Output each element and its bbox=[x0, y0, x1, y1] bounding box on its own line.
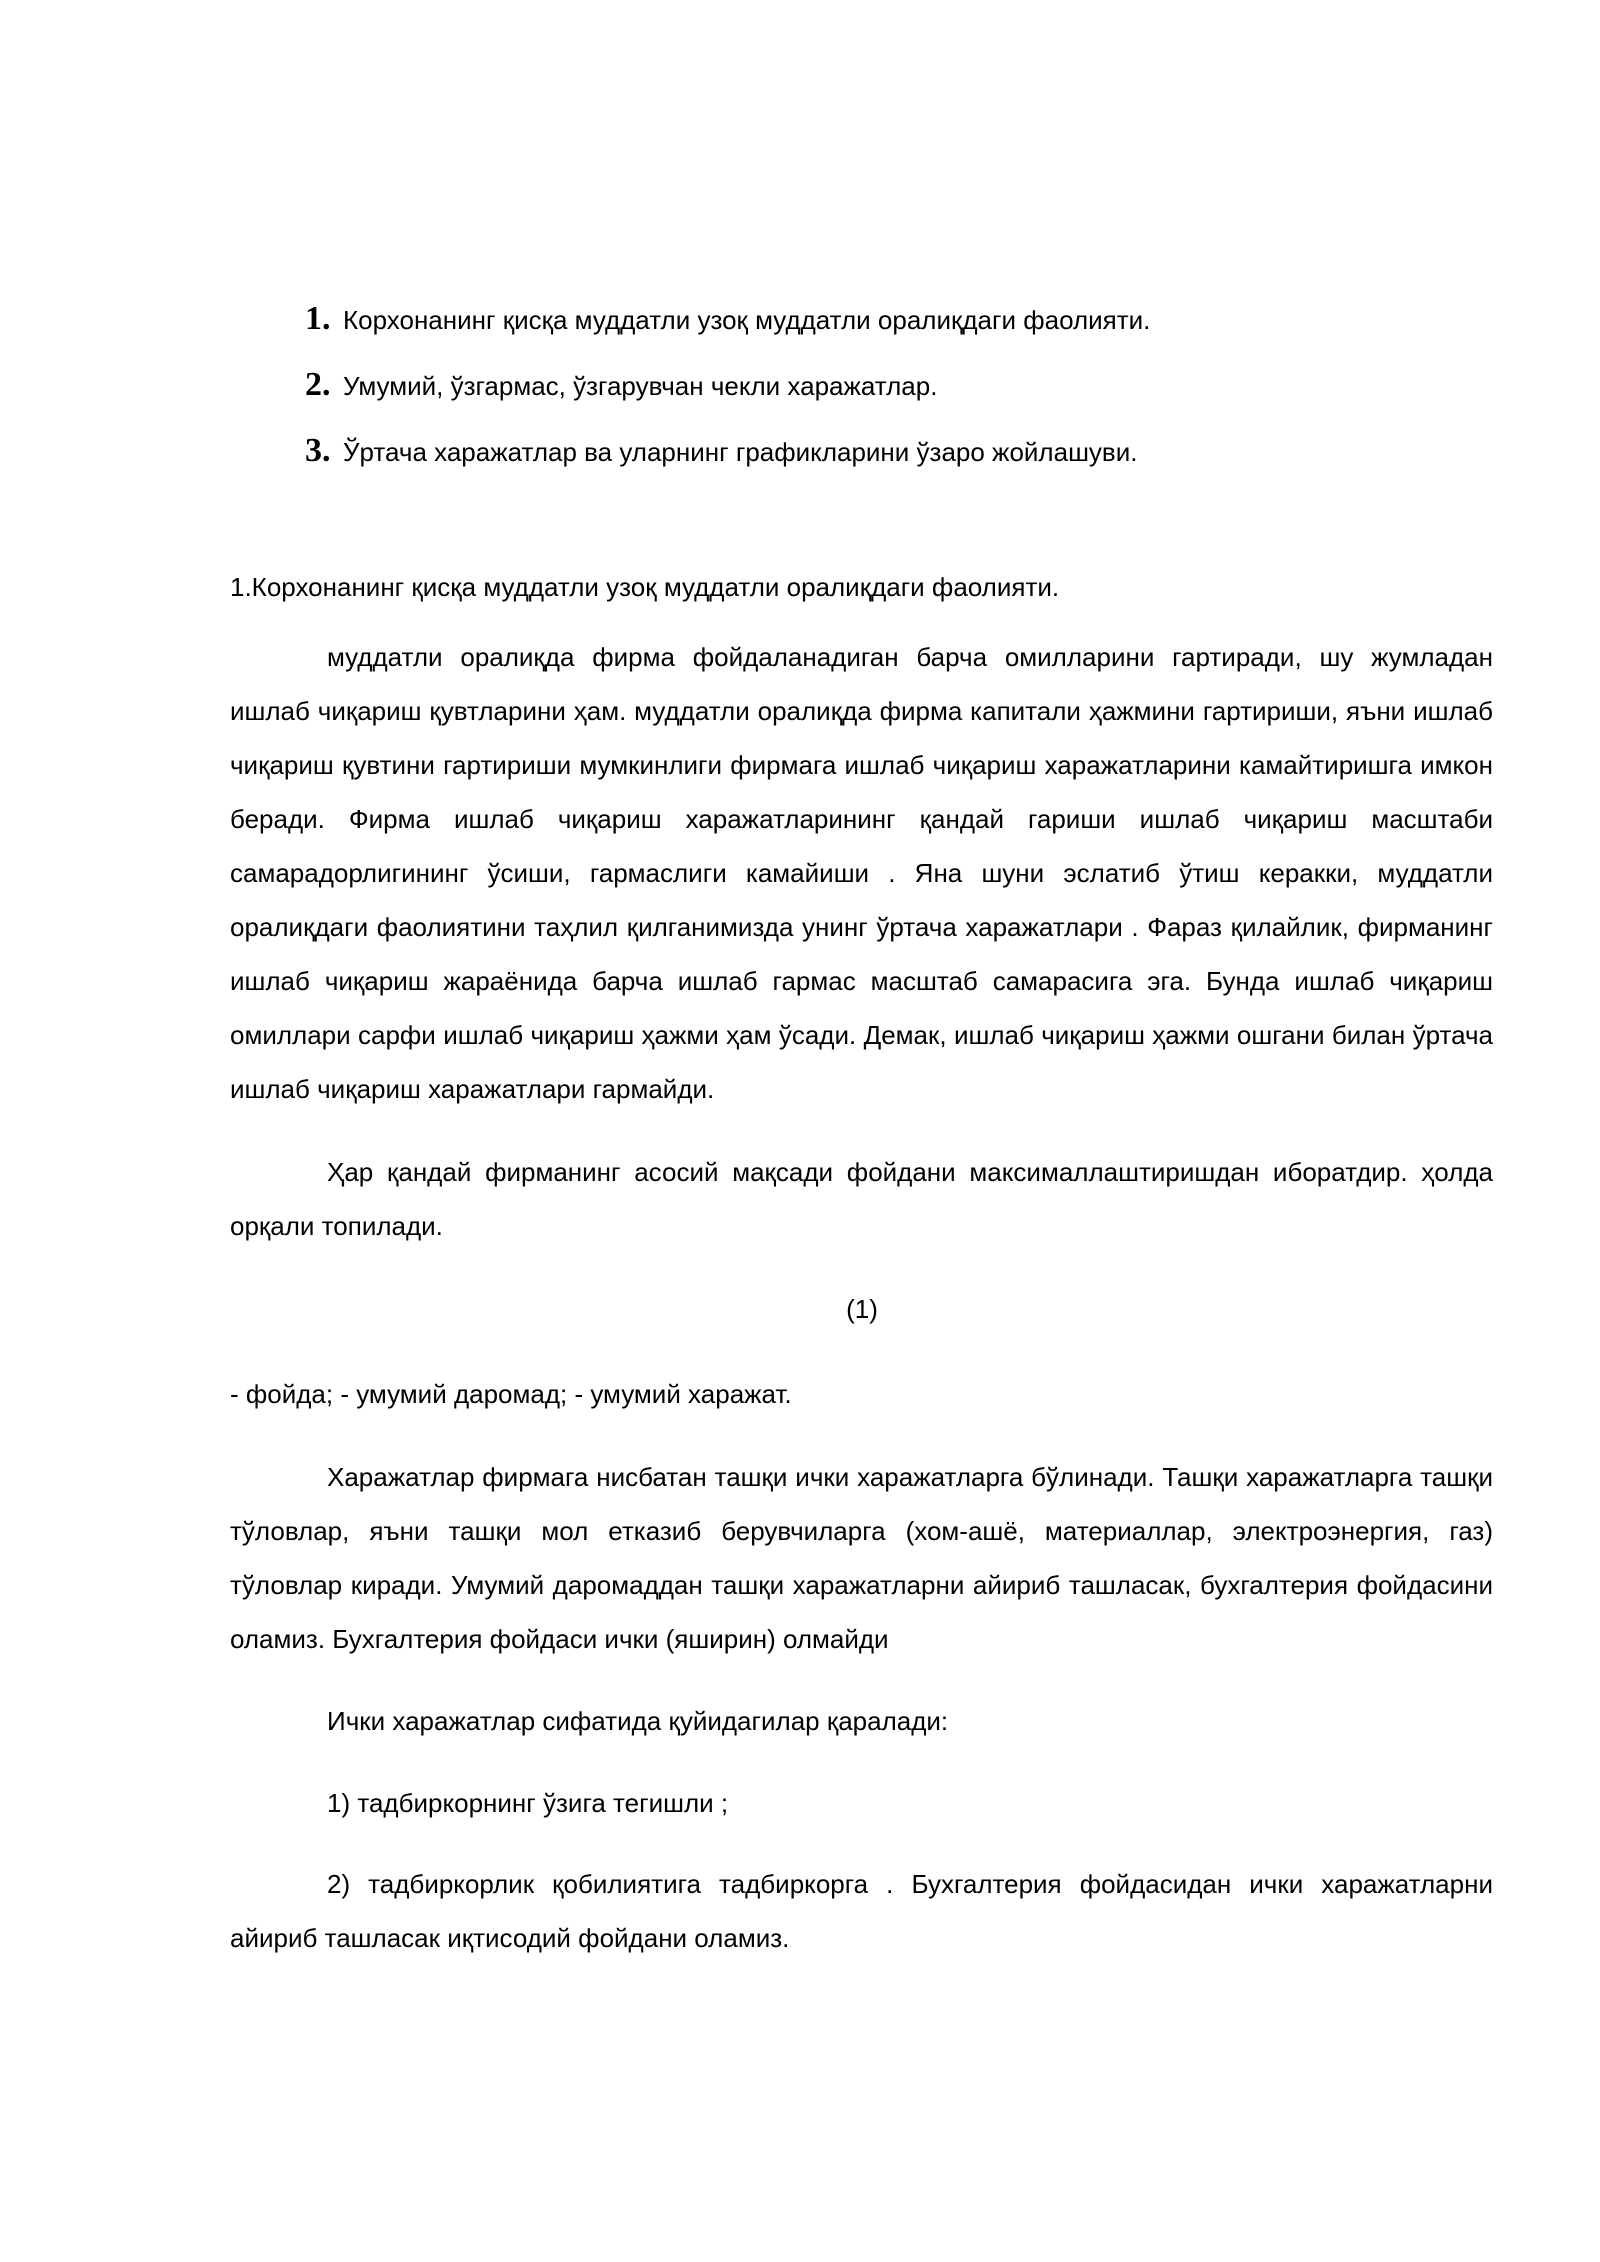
outline-number: 2. bbox=[305, 366, 331, 403]
formula-number: (1) bbox=[846, 1294, 878, 1324]
outline-text: Корхонанинг қисқа муддатли узоқ муддатли оралиқдаги фаолияти. bbox=[343, 305, 1151, 335]
outline-item bbox=[305, 300, 1305, 366]
list-item-1: 1) тадбиркорнинг ўзига тегишли ; bbox=[327, 1788, 729, 1818]
outline-item bbox=[305, 432, 1305, 498]
paragraph-costs: Харажатлар фирмага нисбатан ташқи ички харажатларга бўлинади. Ташқи харажатларга ташқи тўловлар, яъни ташқи мол етказиб берувчиларга (хом-ашё, материаллар, электроэнергия, газ) тўловлар киради. Умумий даромаддан ташқи харажатларни айириб ташласак, бухгалтерия фойдасини оламиз. Бухгалтерия фойдаси ички (яширин) олмайди bbox=[230, 1462, 1493, 1654]
paragraph-long-run: муддатли оралиқда фирма фойдаланадиган барча омилларини гартиради, шу жумладан ишлаб чиқариш қувтларини ҳам. муддатли оралиқда фирма капитали ҳажмини гартириши, яъни ишлаб чиқариш қувтини гартириши мумкинлиги фирмага ишлаб чиқариш харажатларини камайтиришга имкон беради. Фирма ишлаб чиқариш харажатларининг қандай гариши ишлаб чиқариш масштаби самарадорлигининг ўсиши, гармаслиги камайиши . Яна шуни эслатиб ўтиш керакки, муддатли оралиқдаги фаолиятини таҳлил қилганимизда унинг ўртача харажатлари . Фараз қилайлик, фирманинг ишлаб чиқариш жараёнида барча ишлаб гармас масштаб самарасига эга. Бунда ишлаб чиқариш омиллари сарфи ишлаб чиқариш ҳажми ҳам ўсади. Демак, ишлаб чиқариш ҳажми ошгани билан ўртача ишлаб чиқариш харажатлари гармайди. bbox=[230, 642, 1493, 1104]
list-item-2: 2) тадбиркорлик қобилиятига тадбиркорга . Бухгалтерия фойдасидан ички харажатларни айириб ташласак иқтисодий фойдани оламиз. bbox=[230, 1869, 1493, 1953]
outline-number: 1. bbox=[305, 300, 331, 337]
outline-item bbox=[305, 366, 1305, 432]
topic-outline bbox=[305, 300, 1305, 498]
outline-text: Ўртача харажатлар ва уларнинг графикларини ўзаро жойлашуви. bbox=[343, 437, 1138, 467]
paragraph-profit-goal: Ҳар қандай фирманинг асосий мақсади фойдани максималлаштиришдан иборатдир. ҳолда орқали топилади. bbox=[230, 1157, 1493, 1241]
formula-legend: - фойда; - умумий даромад; - умумий харажат. bbox=[230, 1379, 792, 1409]
section-heading: 1.Корхонанинг қисқа муддатли узоқ муддатли оралиқдаги фаолияти. bbox=[230, 572, 1060, 602]
outline-number: 3. bbox=[305, 432, 331, 469]
paragraph-internal-costs-intro: Ички харажатлар сифатида қуйидагилар қаралади: bbox=[327, 1706, 949, 1736]
outline-text: Умумий, ўзгармас, ўзгарувчан чекли харажатлар. bbox=[343, 371, 938, 401]
